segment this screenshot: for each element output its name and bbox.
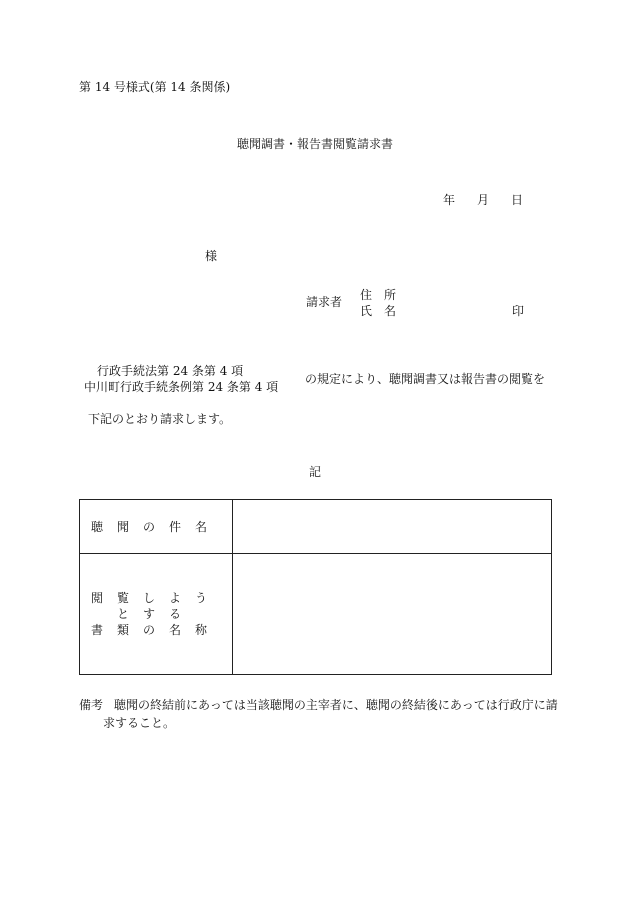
note-line2: 求すること。 bbox=[103, 716, 176, 730]
note-label: 備考 bbox=[79, 698, 104, 712]
note-line1: 聴聞の終結前にあっては当該聴聞の主宰者に、聴聞の終結後にあっては行政庁に請 bbox=[114, 698, 558, 712]
table-row bbox=[80, 554, 552, 675]
document-name-label bbox=[80, 554, 233, 675]
document-name-label-line2: 書類の名称 bbox=[90, 623, 221, 637]
date-day-label: 日 bbox=[511, 193, 524, 207]
hearing-subject-label: 聴聞の件名 bbox=[80, 500, 233, 554]
ki-heading: 記 bbox=[308, 465, 321, 479]
address-label: 住所 bbox=[360, 288, 409, 302]
seal-label: 印 bbox=[512, 304, 525, 318]
legal-basis-continuation: の規定により、聴聞調書又は報告書の閲覧を bbox=[305, 372, 546, 386]
hearing-subject-field[interactable] bbox=[233, 500, 552, 554]
date-month-label: 月 bbox=[477, 193, 490, 207]
legal-basis-line1: 行政手続法第 24 条第 4 項 bbox=[97, 364, 244, 378]
request-statement: 下記のとおり請求します。 bbox=[88, 412, 232, 426]
document-title: 聴聞調書・報告書閲覧請求書 bbox=[236, 137, 393, 151]
record-table bbox=[79, 499, 552, 675]
date-year-label: 年 bbox=[443, 193, 456, 207]
table-row bbox=[80, 500, 552, 554]
document-name-field[interactable] bbox=[233, 554, 552, 675]
name-label: 氏名 bbox=[360, 304, 409, 318]
legal-basis-line2: 中川町行政手続条例第 24 条第 4 項 bbox=[84, 380, 279, 394]
requester-label: 請求者 bbox=[306, 295, 343, 309]
addressee-suffix: 様 bbox=[205, 249, 218, 263]
form-number: 第 14 号様式(第 14 条関係) bbox=[79, 80, 231, 94]
document-name-label-line1: 閲覧しようとする bbox=[90, 591, 221, 621]
